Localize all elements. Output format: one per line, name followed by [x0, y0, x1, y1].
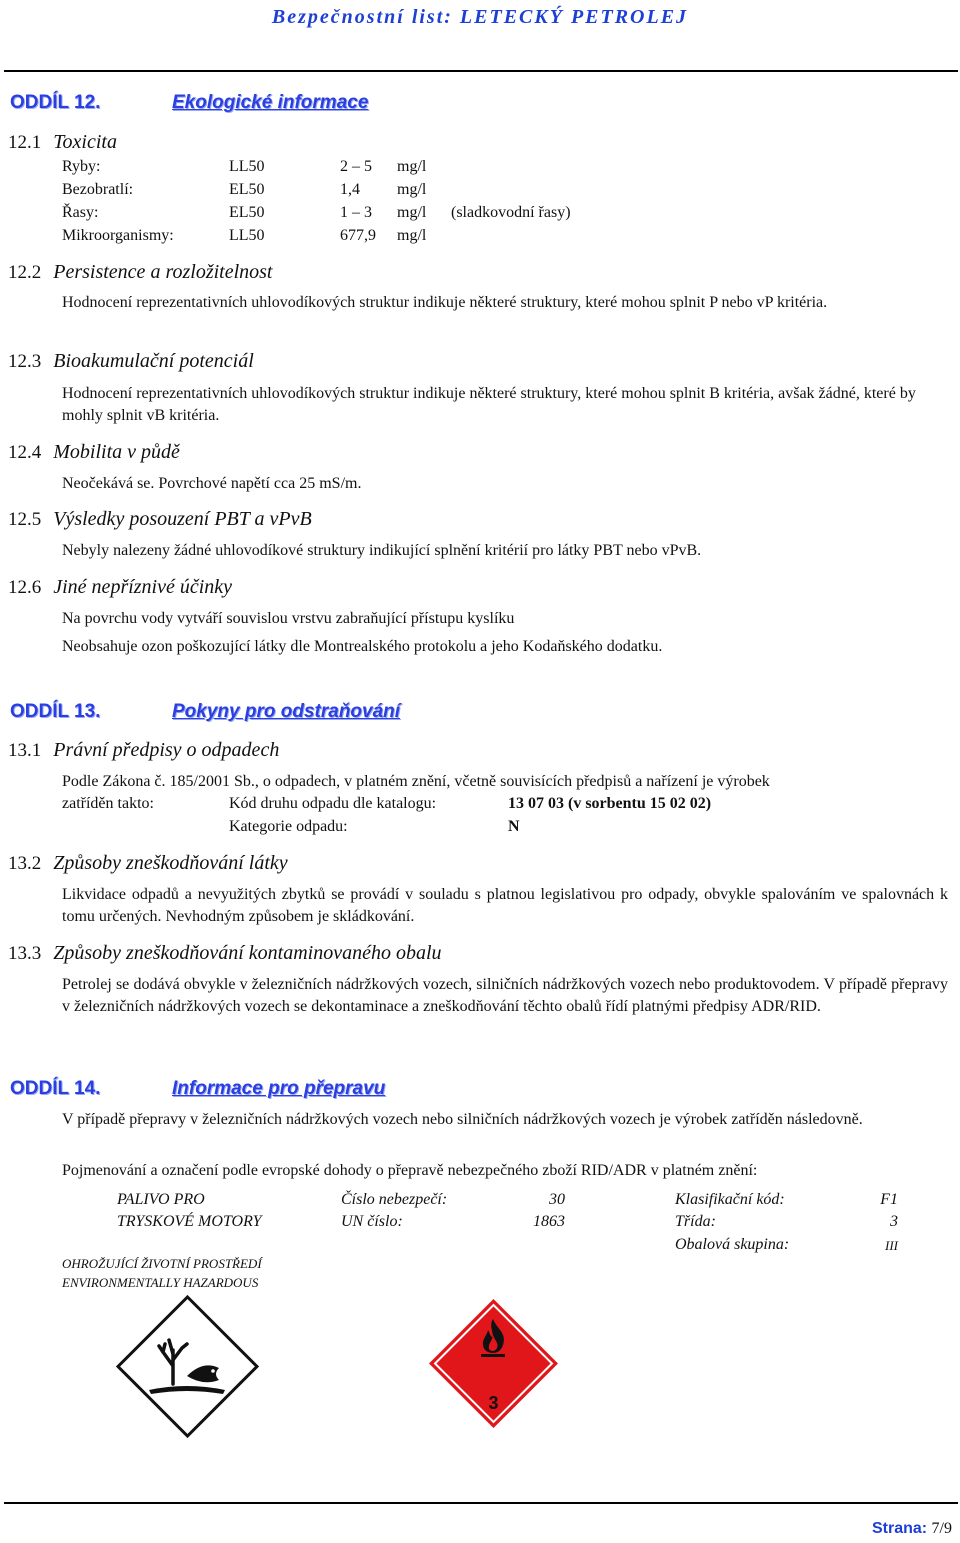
class-label: Třída:: [675, 1213, 716, 1230]
flammable-liquid-placard: [427, 1297, 560, 1430]
subsection-12-2-heading: [8, 261, 273, 284]
table-row: [62, 179, 662, 202]
toxicity-table: [62, 156, 662, 248]
subsection-13-2-heading: [8, 852, 288, 875]
packing-group-value: III: [885, 1238, 898, 1253]
subsection-13-3-heading: [8, 942, 442, 965]
page-value: 7/9: [931, 1520, 952, 1537]
table-row: [62, 156, 662, 179]
subsection-title: Způsoby zneškodňování kontaminovaného obalu: [53, 942, 442, 964]
subsection-title: Způsoby zneškodňování látky: [53, 852, 288, 874]
hazard-number-label: Číslo nebezpečí:: [341, 1191, 448, 1208]
waste-code-value: 13 07 03 (v sorbentu 15 02 02): [508, 795, 712, 812]
classification-code-value: F1: [880, 1191, 898, 1208]
waste-category-value: N: [508, 818, 520, 835]
subsection-number: 12.1: [8, 132, 42, 153]
subsection-title: Bioakumulační potenciál: [53, 350, 254, 372]
subsection-title: Persistence a rozložitelnost: [53, 261, 273, 283]
product-name-line-2: TRYSKOVÉ MOTORY: [117, 1213, 262, 1230]
subsection-12-3-heading: [8, 350, 254, 373]
bioaccumulation-text: Hodnocení reprezentativních uhlovodíkových struktur indikuje některé struktury, které mohou splnit B kritéria, avšak žádné, které by mohly splnit vB kritéria.: [62, 385, 916, 424]
classification-code-label: Klasifikační kód:: [675, 1191, 785, 1208]
header-divider: [4, 70, 958, 72]
subsection-number: 13.2: [8, 853, 42, 874]
hazard-number-value: 30: [549, 1191, 565, 1208]
other-effects-text-2: Neobsahuje ozon poškozující látky dle Montrealského protokolu a jeho Kodaňského dodatku.: [62, 638, 663, 655]
subsection-title: Mobilita v půdě: [53, 441, 180, 463]
value: 2 – 5: [340, 158, 372, 175]
subsection-12-1-heading: [8, 131, 117, 154]
packaging-text: Petrolej se dodává obvykle v železničních nádržkových vozech, silničních nádržkových vozech nebo produktovodem. V případě přepravy v železničních nádržkových vozech se dekontaminace a zneškodňování těchto obalů řídí platnými předpisy ADR/RID.: [62, 976, 948, 1015]
test-type: EL50: [229, 204, 265, 221]
unit: mg/l: [397, 158, 427, 175]
waste-code-label: Kód druhu odpadu dle katalogu:: [229, 795, 437, 812]
test-type: EL50: [229, 181, 265, 198]
unit: mg/l: [397, 204, 427, 221]
placard-class-number: 3: [488, 1393, 499, 1413]
organism: Bezobratlí:: [62, 181, 134, 198]
value: 1,4: [340, 181, 360, 198]
table-row: [62, 202, 662, 225]
product-name-line-1: PALIVO PRO: [117, 1191, 205, 1208]
subsection-number: 12.2: [8, 262, 42, 283]
packing-group-label: Obalová skupina:: [675, 1236, 790, 1253]
unit: mg/l: [397, 227, 427, 244]
subsection-title: Jiné nepříznivé účinky: [53, 576, 233, 598]
subsection-12-5-heading: [8, 508, 312, 531]
other-effects-text-1: Na povrchu vody vytváří souvislou vrstvu zabraňující přístupu kyslíku: [62, 610, 515, 627]
section-12-number: ODDÍL 12.: [10, 92, 101, 113]
waste-classified-label: zatříděn takto:: [62, 795, 154, 812]
section-14-number: ODDÍL 14.: [10, 1078, 101, 1099]
subsection-number: 12.5: [8, 509, 42, 530]
un-number-label: UN číslo:: [341, 1213, 403, 1230]
subsection-title: Toxicita: [53, 131, 117, 153]
waste-law-text: Podle Zákona č. 185/2001 Sb., o odpadech, v platném znění, včetně souvisících předpisů a nařízení je výrobek: [62, 773, 770, 790]
persistence-text: Hodnocení reprezentativních uhlovodíkových struktur indikuje některé struktury, které mohou splnit P nebo vP kritéria.: [62, 294, 828, 311]
subsection-number: 12.3: [8, 351, 42, 372]
subsection-title: Výsledky posouzení PBT a vPvB: [53, 508, 312, 530]
mobility-text: Neočekává se. Povrchové napětí cca 25 mS/m.: [62, 475, 362, 492]
unit: mg/l: [397, 181, 427, 198]
document-title: Bezpečnostní list: LETECKÝ PETROLEJ: [271, 6, 689, 28]
section-12-title: Ekologické informace: [172, 92, 369, 113]
subsection-number: 13.1: [8, 740, 42, 761]
disposal-text: Likvidace odpadů a nevyužitých zbytků se provádí v souladu s platnou legislativou pro odpady, obvykle spalováním ve spalovnách k tomu určených. Nevhodným způsobem je skládkování.: [62, 886, 948, 925]
page-number: [872, 1520, 952, 1538]
environment-hazard-label-cz: OHROŽUJÍCÍ ŽIVOTNÍ PROSTŘEDÍ: [62, 1256, 262, 1271]
page-label: Strana:: [871, 1520, 928, 1537]
subsection-12-4-heading: [8, 441, 180, 464]
transport-text-1: V případě přepravy v železničních nádržkových vozech nebo silničních nádržkových vozech je výrobek zatříděn následovně.: [62, 1111, 863, 1128]
environment-hazard-label-en: ENVIRONMENTALLY HAZARDOUS: [62, 1275, 259, 1290]
subsection-title: Právní předpisy o odpadech: [53, 739, 280, 761]
transport-text-2: Pojmenování a označení podle evropské dohody o přepravě nebezpečného zboží RID/ADR v platném znění:: [62, 1162, 758, 1179]
class-value: 3: [890, 1213, 898, 1230]
value: 1 – 3: [340, 204, 372, 221]
test-type: LL50: [229, 227, 265, 244]
un-number-value: 1863: [533, 1213, 565, 1230]
subsection-number: 12.6: [8, 577, 42, 598]
organism: Mikroorganismy:: [62, 227, 174, 244]
organism: Řasy:: [62, 204, 99, 221]
subsection-number: 12.4: [8, 442, 42, 463]
test-type: LL50: [229, 158, 265, 175]
subsection-number: 13.3: [8, 943, 42, 964]
section-14-title: Informace pro přepravu: [172, 1078, 386, 1099]
diamond-border: [118, 1297, 257, 1436]
table-row: [62, 225, 662, 248]
subsection-12-6-heading: [8, 576, 232, 599]
note: (sladkovodní řasy): [451, 204, 571, 221]
pbt-text: Nebyly nalezeny žádné uhlovodíkové struktury indikující splnění kritérií pro látky PBT nebo vPvB.: [62, 542, 702, 559]
section-13-number: ODDÍL 13.: [10, 701, 101, 722]
section-13-title: Pokyny pro odstraňování: [172, 701, 401, 722]
value: 677,9: [340, 227, 376, 244]
organism: Ryby:: [62, 158, 101, 175]
waste-category-label: Kategorie odpadu:: [229, 818, 348, 835]
environment-hazard-pictogram: [115, 1294, 260, 1439]
footer-divider: [4, 1502, 958, 1504]
subsection-13-1-heading: [8, 739, 279, 762]
